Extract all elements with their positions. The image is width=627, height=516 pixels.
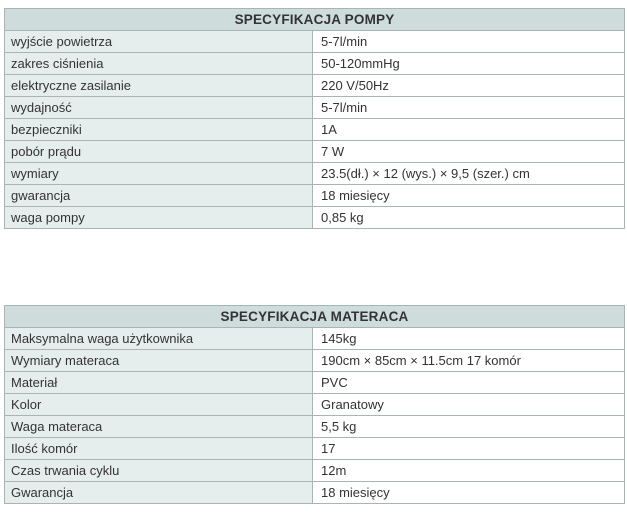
table-row (5, 141, 625, 163)
spec-label: Gwarancja (5, 482, 313, 504)
table-row (5, 394, 625, 416)
spec-value: 17 (313, 438, 625, 460)
spec-label: waga pompy (5, 207, 313, 229)
table-row (5, 97, 625, 119)
spec-value: 50-120mmHg (313, 53, 625, 75)
spec-label: Kolor (5, 394, 313, 416)
spec-label: gwarancja (5, 185, 313, 207)
spec-value: PVC (313, 372, 625, 394)
spec-value: 1A (313, 119, 625, 141)
spec-label: Waga materaca (5, 416, 313, 438)
mattress-spec-header-row (5, 306, 625, 328)
spec-value: 18 miesięcy (313, 185, 625, 207)
table-row (5, 438, 625, 460)
spec-label: bezpieczniki (5, 119, 313, 141)
table-row (5, 372, 625, 394)
table-row (5, 185, 625, 207)
spec-label: wydajność (5, 97, 313, 119)
spec-value: 18 miesięcy (313, 482, 625, 504)
table-row (5, 75, 625, 97)
table-row (5, 31, 625, 53)
pump-spec-title: SPECYFIKACJA POMPY (5, 9, 625, 31)
spec-label: elektryczne zasilanie (5, 75, 313, 97)
spec-label: zakres ciśnienia (5, 53, 313, 75)
table-row (5, 207, 625, 229)
spec-value: 23.5(dł.) × 12 (wys.) × 9,5 (szer.) cm (313, 163, 625, 185)
spec-value: 190cm × 85cm × 11.5cm 17 komór (313, 350, 625, 372)
spec-label: Maksymalna waga użytkownika (5, 328, 313, 350)
spec-value: 7 W (313, 141, 625, 163)
spec-label: pobór prądu (5, 141, 313, 163)
table-row (5, 350, 625, 372)
spec-value: 220 V/50Hz (313, 75, 625, 97)
spec-value: 5-7l/min (313, 97, 625, 119)
spec-value: Granatowy (313, 394, 625, 416)
table-row (5, 460, 625, 482)
spec-label: wyjście powietrza (5, 31, 313, 53)
table-row (5, 328, 625, 350)
pump-spec-header-row (5, 9, 625, 31)
mattress-spec-title: SPECYFIKACJA MATERACA (5, 306, 625, 328)
spec-label: Materiał (5, 372, 313, 394)
spec-value: 145kg (313, 328, 625, 350)
table-row (5, 163, 625, 185)
spec-value: 5,5 kg (313, 416, 625, 438)
spec-value: 0,85 kg (313, 207, 625, 229)
pump-spec-table (4, 8, 625, 229)
spec-label: wymiary (5, 163, 313, 185)
spec-label: Ilość komór (5, 438, 313, 460)
spec-label: Czas trwania cyklu (5, 460, 313, 482)
table-row (5, 119, 625, 141)
spec-value: 12m (313, 460, 625, 482)
table-row (5, 416, 625, 438)
spec-value: 5-7l/min (313, 31, 625, 53)
table-row (5, 53, 625, 75)
spec-label: Wymiary materaca (5, 350, 313, 372)
mattress-spec-table (4, 305, 625, 504)
table-row (5, 482, 625, 504)
